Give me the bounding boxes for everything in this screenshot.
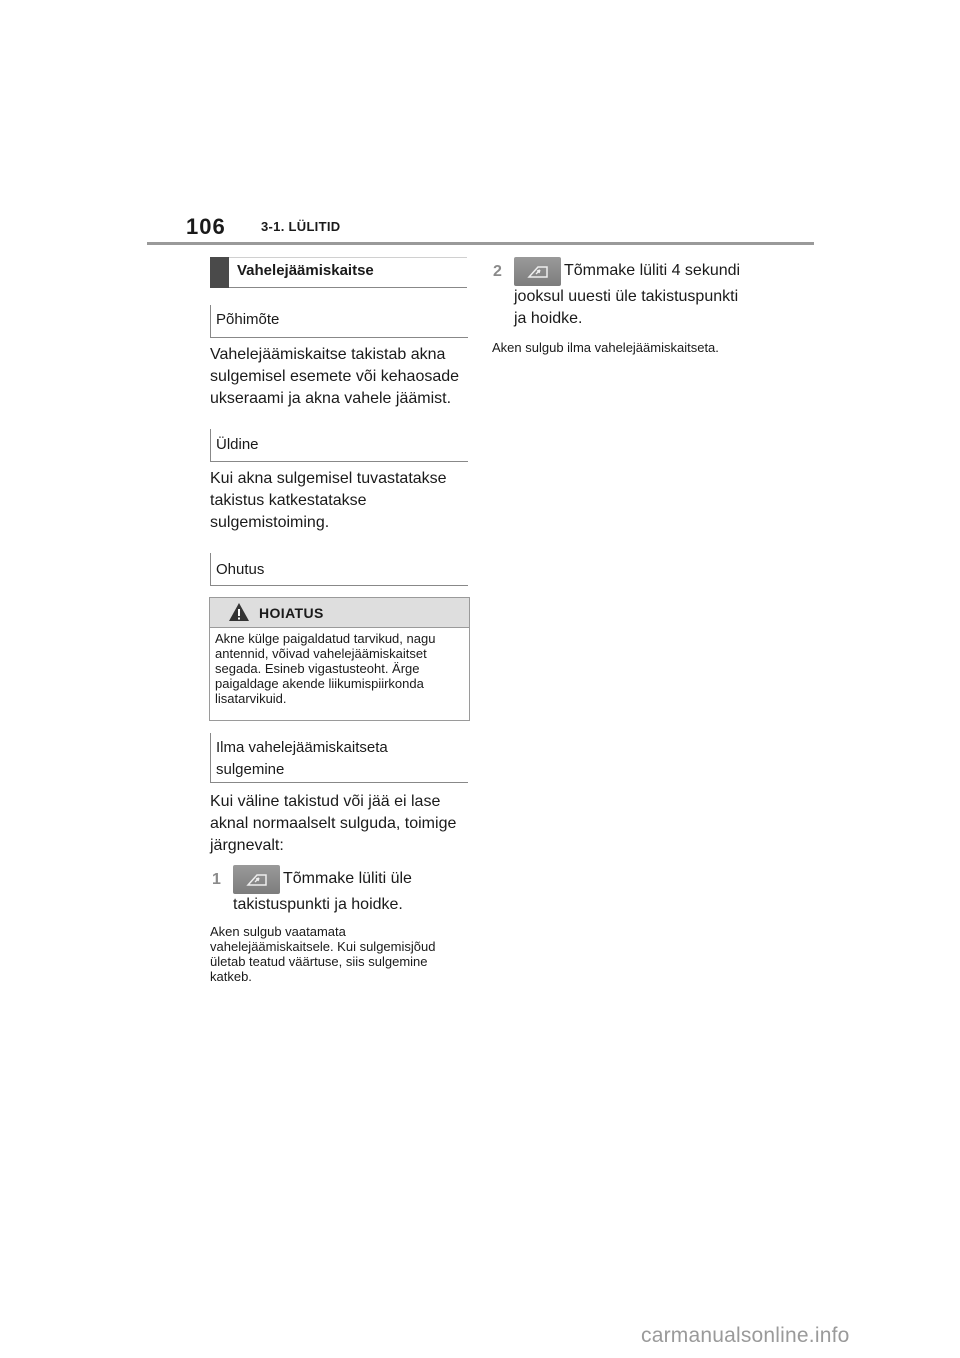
step-2-text-line1: Tõmmake lüliti 4 sekundi — [564, 262, 741, 279]
step-2-note: Aken sulgub ilma vahelejäämiskaitseta. — [492, 340, 719, 355]
step-1-text-rest: takistuspunkti ja hoidke. — [233, 896, 403, 913]
window-switch-icon — [233, 865, 280, 894]
subheading-closing — [210, 733, 468, 783]
step-2-number: 2 — [493, 263, 502, 280]
section-title-label: Vahelejäämiskaitse — [237, 262, 374, 279]
warning-text: Akne külge paigaldatud tarvikud, nagu antennid, võivad vahelejäämiskaitset segada. Esineb vigastusteoht. Ärge paigaldage akende liikumispiirkonda lisatarvikuid. — [215, 631, 436, 706]
subheading-principle-label: Põhimõte — [216, 311, 280, 328]
page-number: 106 — [186, 214, 226, 239]
warning-box — [209, 597, 470, 721]
closing-intro: Kui väline takistud või jää ei lase aknal normaalselt sulguda, toimige järgnevalt: — [210, 793, 457, 854]
header-divider — [147, 242, 814, 245]
section-title — [210, 257, 467, 288]
watermark: carmanualsonline.info — [641, 1324, 850, 1347]
warning-triangle-icon — [228, 602, 250, 622]
section-tab-marker — [210, 257, 229, 288]
subheading-safety — [210, 553, 468, 586]
principle-text: Vahelejäämiskaitse takistab akna sulgemisel esemete või kehaosade ukseraami ja akna vahele jäämist. — [210, 346, 460, 407]
warning-header — [210, 598, 469, 628]
subheading-principle — [210, 305, 468, 338]
step-1-number: 1 — [212, 871, 221, 888]
step-2-text-rest: jooksul uuesti üle takistuspunkti ja hoidke. — [514, 288, 739, 327]
window-switch-icon — [514, 257, 561, 286]
warning-title: HOIATUS — [259, 605, 324, 621]
step-1-note: Aken sulgub vaatamata vahelejäämiskaitsele. Kui sulgemisjõud ületab teatud väärtuse, siis sulgemine katkeb. — [210, 924, 436, 984]
subheading-safety-label: Ohutus — [216, 561, 265, 578]
general-text: Kui akna sulgemisel tuvastatakse takistus katkestatakse sulgemistoiming. — [210, 470, 447, 531]
subheading-general — [210, 429, 468, 462]
step-1-text-line1: Tõmmake lüliti üle — [283, 870, 412, 887]
subheading-closing-label: Ilma vahelejäämiskaitseta sulgemine — [216, 739, 388, 778]
subheading-general-label: Üldine — [216, 436, 259, 453]
chapter-title: 3-1. LÜLITID — [261, 219, 341, 234]
